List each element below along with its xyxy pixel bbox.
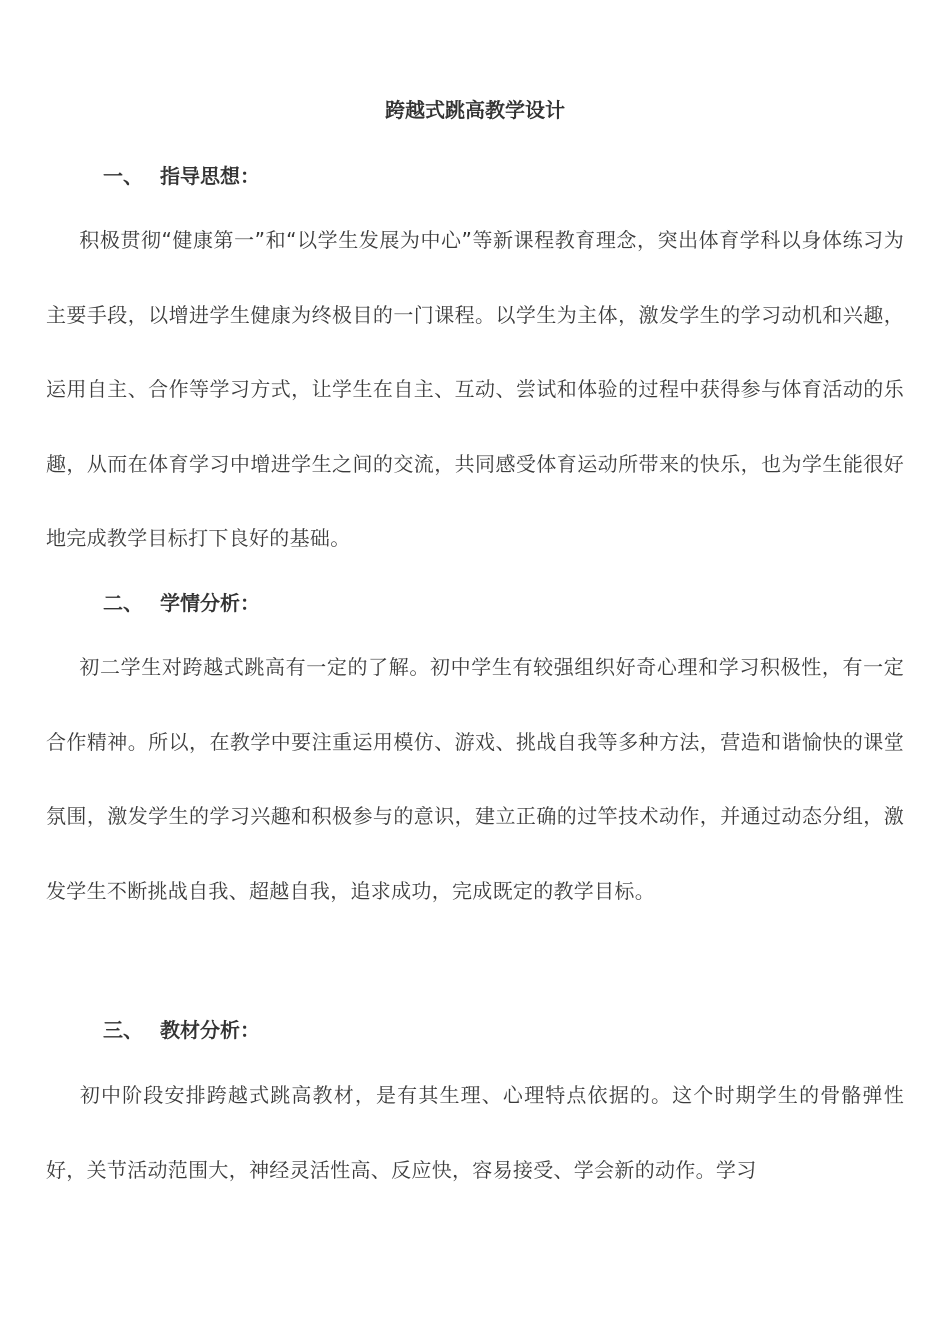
section-heading-text: 教材分析： — [160, 1018, 260, 1042]
section-heading-2 — [103, 589, 260, 617]
paragraph-text: 初中阶段安排跨越式跳高教材，是有其生理、心理特点依据的。这个时期学生的骨骼弹性好，关节活动范围大，神经灵活性高、反应快，容易接受、学会新的动作。学习 — [46, 1083, 904, 1182]
document-title: 跨越式跳高教学设计 — [385, 98, 565, 122]
section-heading-text: 指导思想： — [160, 164, 260, 188]
section-number: 二、 — [103, 591, 143, 615]
section-number: 三、 — [103, 1018, 143, 1042]
section-paragraph-2 — [46, 630, 904, 928]
section-heading-1 — [103, 162, 260, 190]
section-paragraph-1 — [46, 203, 904, 576]
section-heading-3 — [103, 1016, 260, 1044]
paragraph-text: 积极贯彻“健康第一”和“以学生发展为中心”等新课程教育理念，突出体育学科以身体练习为主要手段，以增进学生健康为终极目的一门课程。以学生为主体，激发学生的学习动机和兴趣，运用自主、合作等学习方式，让学生在自主、互动、尝试和体验的过程中获得参与体育活动的乐趣，从而在体育学习中增进学生之间的交流，共同感受体育运动所带来的快乐，也为学生能很好地完成教学目标打下良好的基础。 — [46, 228, 904, 550]
section-number: 一、 — [103, 164, 143, 188]
section-heading-text: 学情分析： — [160, 591, 260, 615]
paragraph-text: 初二学生对跨越式跳高有一定的了解。初中学生有较强组织好奇心理和学习积极性，有一定合作精神。所以，在教学中要注重运用模仿、游戏、挑战自我等多种方法，营造和谐愉快的课堂氛围，激发学生的学习兴趣和积极参与的意识，建立正确的过竿技术动作，并通过动态分组，激发学生不断挑战自我、超越自我，追求成功，完成既定的教学目标。 — [46, 655, 904, 903]
section-paragraph-3 — [46, 1058, 904, 1207]
